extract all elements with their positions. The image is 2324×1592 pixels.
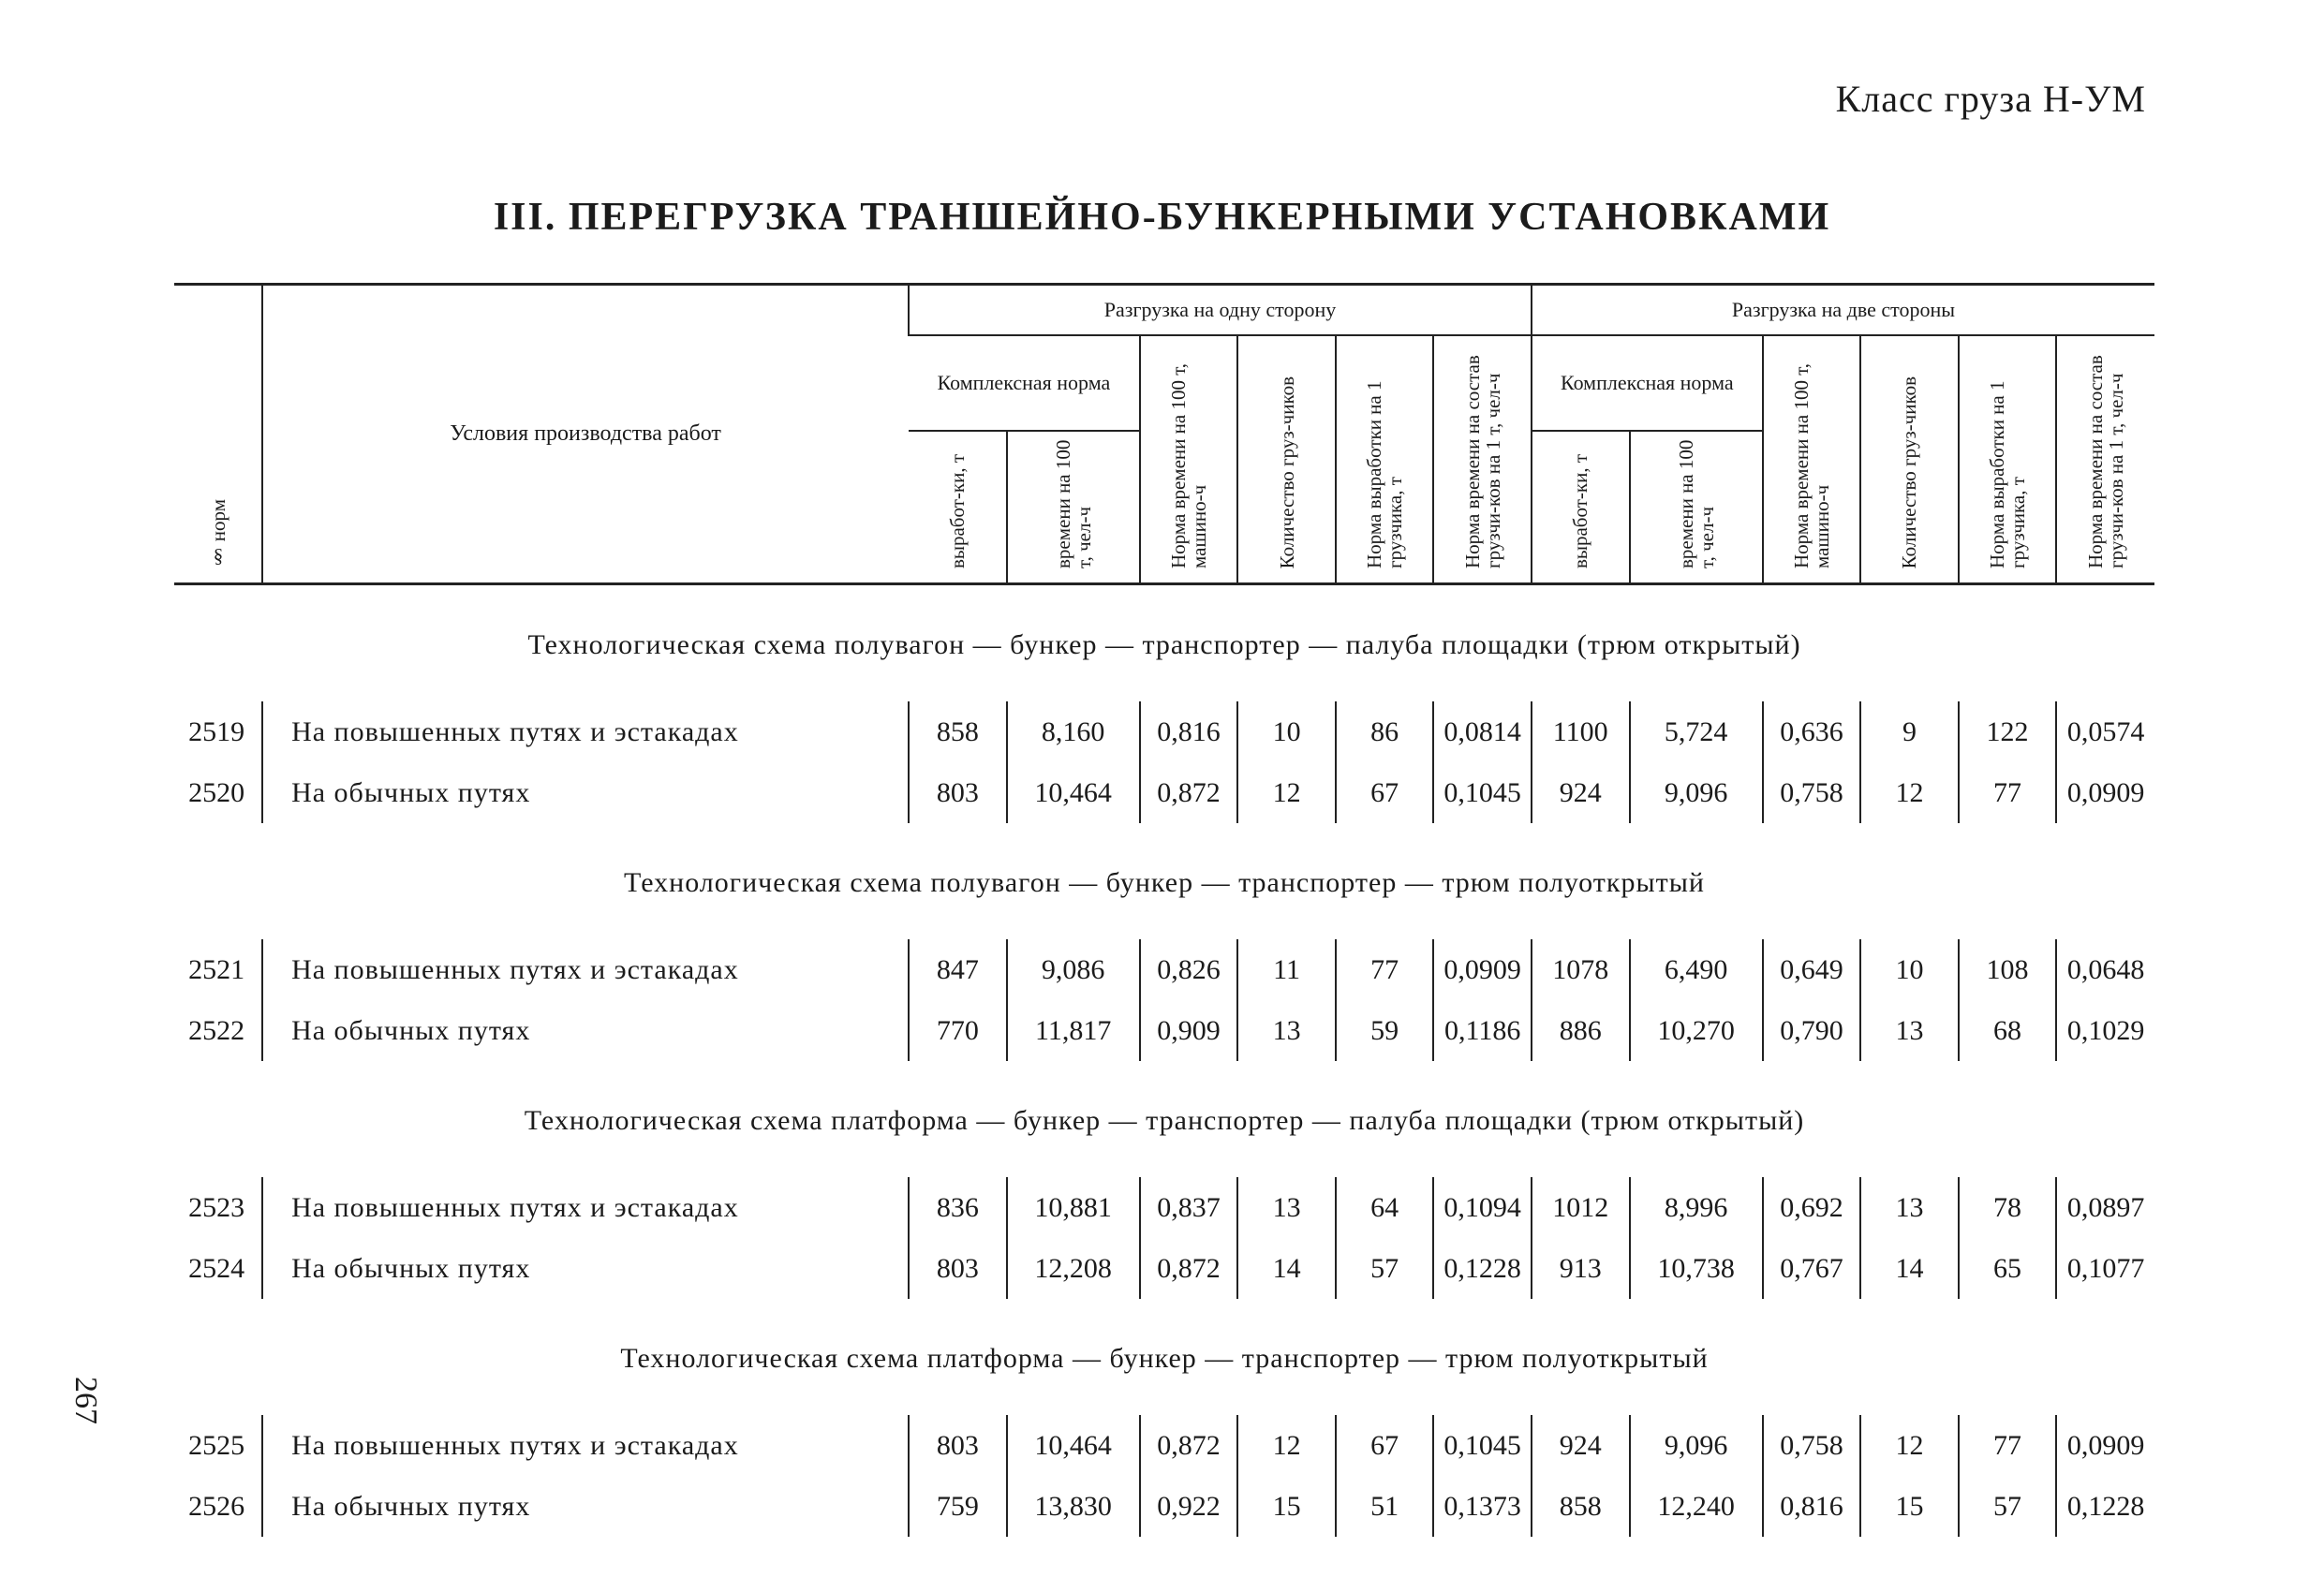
value-cell: 0,1186	[1433, 1000, 1532, 1061]
value-cell: 10,464	[1007, 1415, 1140, 1476]
value-cell: 12	[1237, 762, 1336, 823]
norm-number: 2523	[174, 1177, 262, 1238]
value-cell: 803	[909, 1238, 1007, 1299]
value-cell: 803	[909, 1415, 1007, 1476]
cargo-class-label: Класс груза Н-УМ	[1835, 78, 2146, 120]
spacer-row	[174, 1160, 2154, 1177]
value-cell: 0,872	[1140, 1415, 1238, 1476]
value-cell: 1012	[1532, 1177, 1630, 1238]
spacer-row	[174, 685, 2154, 701]
value-cell: 15	[1860, 1476, 1959, 1537]
value-cell: 65	[1959, 1238, 2057, 1299]
col-conditions: Условия производства работ	[262, 285, 909, 584]
value-cell: 0,1228	[2056, 1476, 2154, 1537]
value-cell: 0,909	[1140, 1000, 1238, 1061]
value-cell: 8,160	[1007, 701, 1140, 762]
table-row	[174, 701, 2154, 762]
value-cell: 13,830	[1007, 1476, 1140, 1537]
complex-norm-two-sides: Комплексная норма	[1532, 335, 1763, 431]
crew-time-two-sides: Норма времени на состав грузчи-ков на 1 т, чел-ч	[2056, 335, 2154, 584]
value-cell: 1100	[1532, 701, 1630, 762]
value-cell: 803	[909, 762, 1007, 823]
value-cell: 836	[909, 1177, 1007, 1238]
value-cell: 9,096	[1630, 762, 1763, 823]
value-cell: 0,1029	[2056, 1000, 2154, 1061]
crew-time-one-side: Норма времени на состав грузчи-ков на 1 т, чел-ч	[1433, 335, 1532, 584]
value-cell: 14	[1237, 1238, 1336, 1299]
work-condition: На повышенных путях и эстакадах	[291, 953, 739, 985]
value-cell: 0,1228	[1433, 1238, 1532, 1299]
work-condition: На повышенных путях и эстакадах	[291, 1191, 739, 1223]
value-cell: 5,724	[1630, 701, 1763, 762]
value-cell: 0,758	[1763, 762, 1861, 823]
loaders-count-one-side: Количество груз-чиков	[1237, 335, 1336, 584]
value-cell: 924	[1532, 1415, 1630, 1476]
scheme-title: Технологическая схема полувагон — бункер — транспортер — трюм полуоткрытый	[624, 867, 1705, 899]
complex-norm-one-side: Комплексная норма	[909, 335, 1140, 431]
spacer-row	[174, 1398, 2154, 1415]
value-cell: 77	[1959, 1415, 2057, 1476]
scheme-title: Технологическая схема платформа — бункер — транспортер — трюм полуоткрытый	[620, 1343, 1709, 1375]
value-cell: 10,270	[1630, 1000, 1763, 1061]
value-cell: 122	[1959, 701, 2057, 762]
norm-number: 2522	[174, 1000, 262, 1061]
value-cell: 9,096	[1630, 1415, 1763, 1476]
value-cell: 67	[1336, 762, 1434, 823]
scheme-row	[174, 823, 2154, 922]
value-cell: 0,1373	[1433, 1476, 1532, 1537]
table-row	[174, 762, 2154, 823]
value-cell: 78	[1959, 1177, 2057, 1238]
value-cell: 15	[1237, 1476, 1336, 1537]
scheme-title: Технологическая схема полувагон — бункер — транспортер — палуба площадки (трюм открытый)	[527, 629, 1801, 661]
table-row	[174, 1476, 2154, 1537]
work-condition: На повышенных путях и эстакадах	[291, 715, 739, 747]
time-per-100-two-sides: времени на 100 т, чел-ч	[1630, 431, 1763, 584]
value-cell: 0,922	[1140, 1476, 1238, 1537]
value-cell: 10	[1237, 701, 1336, 762]
work-condition: На обычных путях	[291, 1490, 531, 1522]
table-body	[174, 584, 2154, 1538]
page-number: 267	[68, 1377, 103, 1424]
value-cell: 0,758	[1763, 1415, 1861, 1476]
group-one-side: Разгрузка на одну сторону	[909, 285, 1532, 336]
spacer-row	[174, 922, 2154, 939]
value-cell: 51	[1336, 1476, 1434, 1537]
value-cell: 57	[1336, 1238, 1434, 1299]
col-norm-number: § норм	[174, 285, 262, 584]
value-cell: 64	[1336, 1177, 1434, 1238]
value-cell: 858	[909, 701, 1007, 762]
group-two-sides: Разгрузка на две стороны	[1532, 285, 2154, 336]
table-row	[174, 1177, 2154, 1238]
output-one-side: выработ-ки, т	[909, 431, 1007, 584]
norm-number: 2526	[174, 1476, 262, 1537]
value-cell: 0,790	[1763, 1000, 1861, 1061]
value-cell: 67	[1336, 1415, 1434, 1476]
value-cell: 0,692	[1763, 1177, 1861, 1238]
value-cell: 13	[1860, 1000, 1959, 1061]
value-cell: 924	[1532, 762, 1630, 823]
value-cell: 1078	[1532, 939, 1630, 1000]
norm-number: 2525	[174, 1415, 262, 1476]
scheme-row	[174, 584, 2154, 685]
spacer-cell	[174, 1160, 2154, 1177]
value-cell: 770	[909, 1000, 1007, 1061]
value-cell: 11,817	[1007, 1000, 1140, 1061]
value-cell: 0,1045	[1433, 762, 1532, 823]
value-cell: 12	[1860, 1415, 1959, 1476]
work-condition: На обычных путях	[291, 1014, 531, 1046]
value-cell: 0,0909	[2056, 762, 2154, 823]
value-cell: 886	[1532, 1000, 1630, 1061]
table-row	[174, 1238, 2154, 1299]
value-cell: 0,872	[1140, 1238, 1238, 1299]
value-cell: 77	[1336, 939, 1434, 1000]
value-cell: 0,767	[1763, 1238, 1861, 1299]
work-condition: На обычных путях	[291, 1252, 531, 1284]
value-cell: 858	[1532, 1476, 1630, 1537]
value-cell: 9,086	[1007, 939, 1140, 1000]
norms-sheet	[174, 283, 2154, 1537]
spacer-cell	[174, 1398, 2154, 1415]
value-cell: 0,816	[1140, 701, 1238, 762]
value-cell: 0,0648	[2056, 939, 2154, 1000]
value-cell: 12	[1860, 762, 1959, 823]
value-cell: 86	[1336, 701, 1434, 762]
value-cell: 12	[1237, 1415, 1336, 1476]
value-cell: 11	[1237, 939, 1336, 1000]
value-cell: 12,240	[1630, 1476, 1763, 1537]
value-cell: 13	[1860, 1177, 1959, 1238]
table-row	[174, 1000, 2154, 1061]
value-cell: 759	[909, 1476, 1007, 1537]
value-cell: 57	[1959, 1476, 2057, 1537]
value-cell: 0,826	[1140, 939, 1238, 1000]
machine-time-two-sides: Норма времени на 100 т, машино-ч	[1763, 335, 1861, 584]
norm-number: 2519	[174, 701, 262, 762]
value-cell: 0,0909	[1433, 939, 1532, 1000]
scheme-row	[174, 1061, 2154, 1160]
spacer-cell	[174, 922, 2154, 939]
page-title: III. ПЕРЕГРУЗКА ТРАНШЕЙНО-БУНКЕРНЫМИ УСТАНОВКАМИ	[493, 196, 1831, 239]
work-condition: На повышенных путях и эстакадах	[291, 1429, 739, 1461]
output-per-loader-two-sides: Норма выработки на 1 грузчика, т	[1959, 335, 2057, 584]
table-row	[174, 939, 2154, 1000]
value-cell: 68	[1959, 1000, 2057, 1061]
output-two-sides: выработ-ки, т	[1532, 431, 1630, 584]
spacer-cell	[174, 685, 2154, 701]
value-cell: 10,464	[1007, 762, 1140, 823]
value-cell: 0,1077	[2056, 1238, 2154, 1299]
table-header	[174, 285, 2154, 584]
time-per-100-one-side: времени на 100 т, чел-ч	[1007, 431, 1140, 584]
norm-number: 2521	[174, 939, 262, 1000]
norm-number: 2520	[174, 762, 262, 823]
value-cell: 10	[1860, 939, 1959, 1000]
scheme-title: Технологическая схема платформа — бункер — транспортер — палуба площадки (трюм открытый)	[524, 1105, 1805, 1137]
value-cell: 0,0574	[2056, 701, 2154, 762]
value-cell: 13	[1237, 1000, 1336, 1061]
output-per-loader-one-side: Норма выработки на 1 грузчика, т	[1336, 335, 1434, 584]
value-cell: 0,837	[1140, 1177, 1238, 1238]
value-cell: 913	[1532, 1238, 1630, 1299]
value-cell: 0,1094	[1433, 1177, 1532, 1238]
value-cell: 0,872	[1140, 762, 1238, 823]
machine-time-one-side: Норма времени на 100 т, машино-ч	[1140, 335, 1238, 584]
value-cell: 59	[1336, 1000, 1434, 1061]
value-cell: 14	[1860, 1238, 1959, 1299]
value-cell: 0,816	[1763, 1476, 1861, 1537]
value-cell: 0,0909	[2056, 1415, 2154, 1476]
value-cell: 0,0897	[2056, 1177, 2154, 1238]
norms-table	[174, 283, 2154, 1537]
loaders-count-two-sides: Количество груз-чиков	[1860, 335, 1959, 584]
value-cell: 0,1045	[1433, 1415, 1532, 1476]
value-cell: 10,881	[1007, 1177, 1140, 1238]
value-cell: 12,208	[1007, 1238, 1140, 1299]
value-cell: 8,996	[1630, 1177, 1763, 1238]
value-cell: 10,738	[1630, 1238, 1763, 1299]
value-cell: 0,636	[1763, 701, 1861, 762]
norm-number: 2524	[174, 1238, 262, 1299]
table-row	[174, 1415, 2154, 1476]
value-cell: 9	[1860, 701, 1959, 762]
value-cell: 13	[1237, 1177, 1336, 1238]
value-cell: 0,649	[1763, 939, 1861, 1000]
value-cell: 108	[1959, 939, 2057, 1000]
value-cell: 0,0814	[1433, 701, 1532, 762]
value-cell: 77	[1959, 762, 2057, 823]
work-condition: На обычных путях	[291, 776, 531, 808]
value-cell: 847	[909, 939, 1007, 1000]
scheme-row	[174, 1299, 2154, 1398]
value-cell: 6,490	[1630, 939, 1763, 1000]
